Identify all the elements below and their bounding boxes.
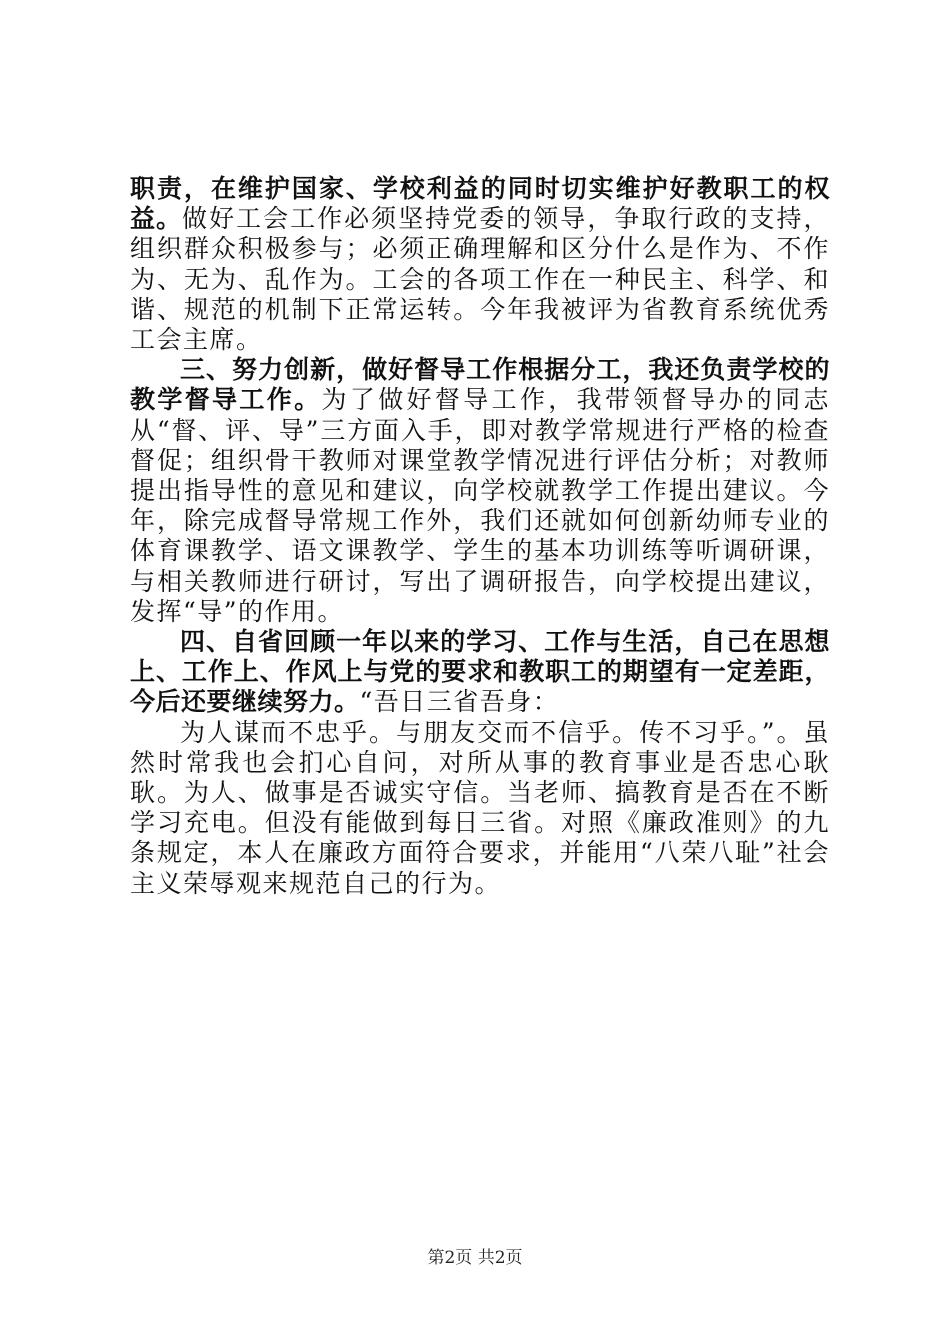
paragraph-text: 做好工会工作必须坚持党委的领导，争取行政的支持，组织群众积极参与；必须正确理解和区分什么是作为、不作为、无为、乱作为。工会的各项工作在一种民主、科学、和谐、规范的机制下正常运转。今年我被评为省教育系统优秀工会主席。 [130, 204, 830, 355]
page-number-footer: 第2页 共2页 [427, 1248, 523, 1268]
paragraph-bold-lead: 三、努力创新，做好督导工作根据分工，我还负责学校的教学督导工作。 [130, 355, 830, 415]
paragraph-text: 为了做好督导工作，我带领督导办的同志从“督、评、导”三方面入手，即对教学常规进行严格的检查督促；组织骨干教师对课堂教学情况进行评估分析；对教师提出指导性的意见和建议，向学校就教学工作提出建议。今年，除完成督导常规工作外，我们还就如何创新幼师专业的体育课教学、语文课教学、学生的基本功训练等听调研课，与相关教师进行研讨，写出了调研报告，向学校提出建议，发挥“导”的作用。 [130, 385, 830, 626]
document-body [130, 174, 830, 899]
paragraph-bold-lead: 四、自省回顾一年以来的学习、工作与生活，自己在思想上、工作上、作风上与党的要求和教职工的期望有一定差距，今后还要继续努力。 [130, 627, 830, 717]
paragraph-supervision [130, 355, 830, 627]
paragraph-union-duties [130, 174, 830, 355]
paragraph-text: 为人谋而不忠乎。与朋友交而不信乎。传不习乎。”。虽然时常我也会扪心自问，对所从事的教育事业是否忠心耿耿。为人、做事是否诚实守信。当老师、搞教育是否在不断学习充电。但没有能做到每日三省。对照《廉政准则》的九条规定，本人在廉政方面符合要求，并能用“八荣八耻”社会主义荣辱观来规范自己的行为。 [130, 717, 830, 898]
paragraph-bold-lead: 职责，在维护国家、学校利益的同时切实维护好教职工的权益。 [130, 174, 830, 234]
paragraph-text: “吾日三省吾身： [359, 687, 560, 717]
paragraph-quote-continuation [130, 718, 830, 899]
paragraph-self-reflection [130, 627, 830, 718]
